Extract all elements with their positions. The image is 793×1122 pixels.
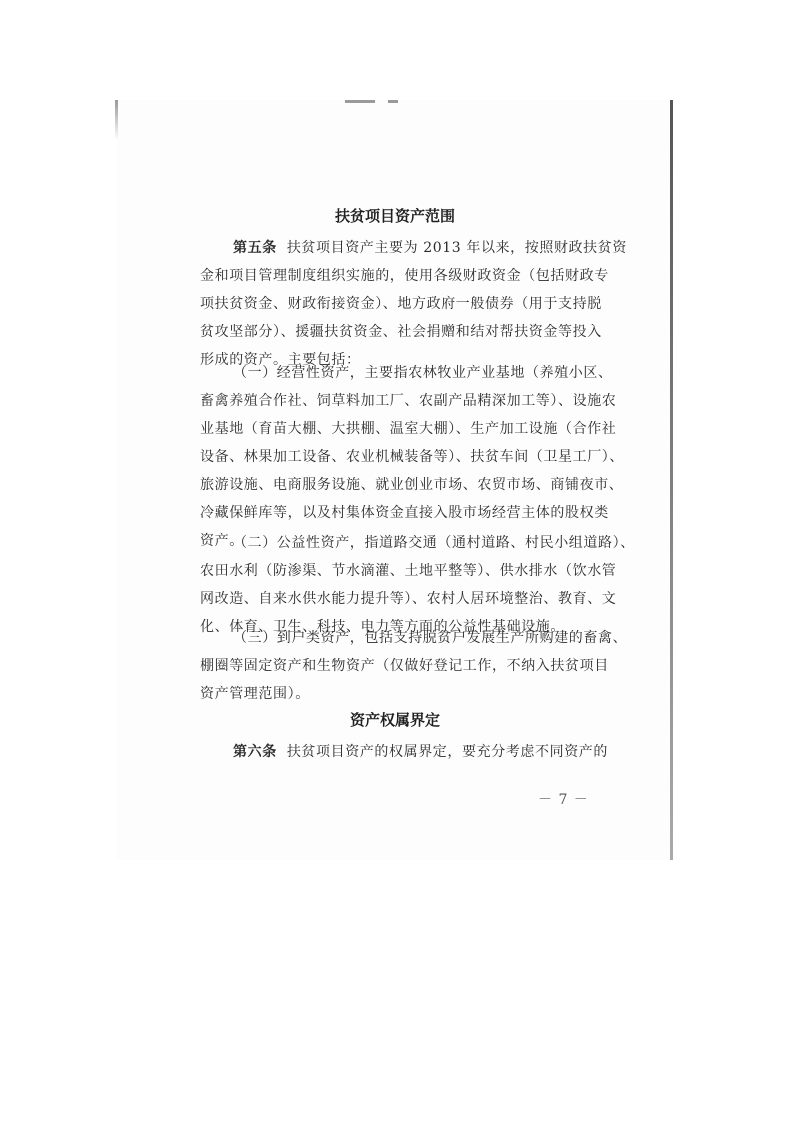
- line-text: 扶贫项目资产主要为 2013 年以来，按照财政扶贫资: [286, 240, 627, 256]
- paragraph-line: 设备、林果加工设备、农业机械装备等）、扶贫车间（卫星工厂）、: [200, 449, 624, 465]
- article-label: 第六条: [233, 744, 277, 760]
- scan-smudge: [388, 100, 398, 103]
- article-label: 第五条: [233, 240, 277, 256]
- section-heading-asset-scope: 扶贫项目资产范围: [334, 207, 455, 225]
- paragraph-line: （二）公益性资产，指道路交通（通村道路、村民小组道路）、: [233, 535, 635, 551]
- article-5-paragraph: [200, 234, 627, 374]
- paragraph-line: 冷藏保鲜库等，以及村集体资金直接入股市场经营主体的股权类: [200, 505, 609, 521]
- item-1-paragraph: [200, 359, 635, 555]
- paragraph-line: 农田水利（防渗渠、节水滴灌、土地平整等）、供水排水（饮水管: [200, 563, 617, 579]
- paragraph-line: 资产管理范围）。: [200, 686, 310, 702]
- page-number: － 7 －: [538, 792, 589, 808]
- paragraph-line: [233, 234, 627, 262]
- paragraph-line: 棚圈等固定资产和生物资产（仅做好登记工作，不纳入扶贫项目: [200, 658, 609, 674]
- section-heading-ownership: 资产权属界定: [349, 711, 440, 729]
- paragraph-line: 金和项目管理制度组织实施的，使用各级财政资金（包括财政专: [200, 268, 609, 284]
- paragraph-line: 业基地（育苗大棚、大拱棚、温室大棚）、生产加工设施（合作社: [200, 421, 617, 437]
- paragraph-line: 形成的资产。主要包括：: [200, 352, 361, 368]
- paragraph-line: 畜禽养殖合作社、饲草料加工厂、农副产品精深加工等）、设施农: [200, 393, 617, 409]
- line-text: 扶贫项目资产的权属界定，要充分考虑不同资产的: [286, 744, 609, 760]
- paragraph-line: 网改造、自来水供水能力提升等）、农村人居环境整治、教育、文: [200, 591, 617, 607]
- paragraph-line: 化、体育、卫生、科技、电力等方面的公益性基础设施。: [200, 619, 565, 635]
- scan-smudge: [345, 100, 375, 103]
- paragraph-line: （三）到户类资产，包括支持脱贫户发展生产所购建的畜禽、: [233, 630, 628, 646]
- paragraph-line: 贫攻坚部分）、援疆扶贫资金、社会捐赠和结对帮扶资金等投入: [200, 324, 602, 340]
- paragraph-line: 资产。: [200, 533, 244, 549]
- article-6-paragraph: [200, 738, 609, 766]
- paragraph-line: 项扶贫资金、财政衔接资金）、地方政府一般债券（用于支持脱: [200, 296, 602, 312]
- item-3-paragraph: [200, 624, 628, 708]
- paragraph-line: [233, 738, 609, 766]
- scan-left-edge: [115, 100, 118, 140]
- paragraph-line: （一）经营性资产，主要指农林牧业产业基地（养殖小区、: [233, 365, 613, 381]
- paragraph-line: 旅游设施、电商服务设施、就业创业市场、农贸市场、商铺夜市、: [200, 477, 624, 493]
